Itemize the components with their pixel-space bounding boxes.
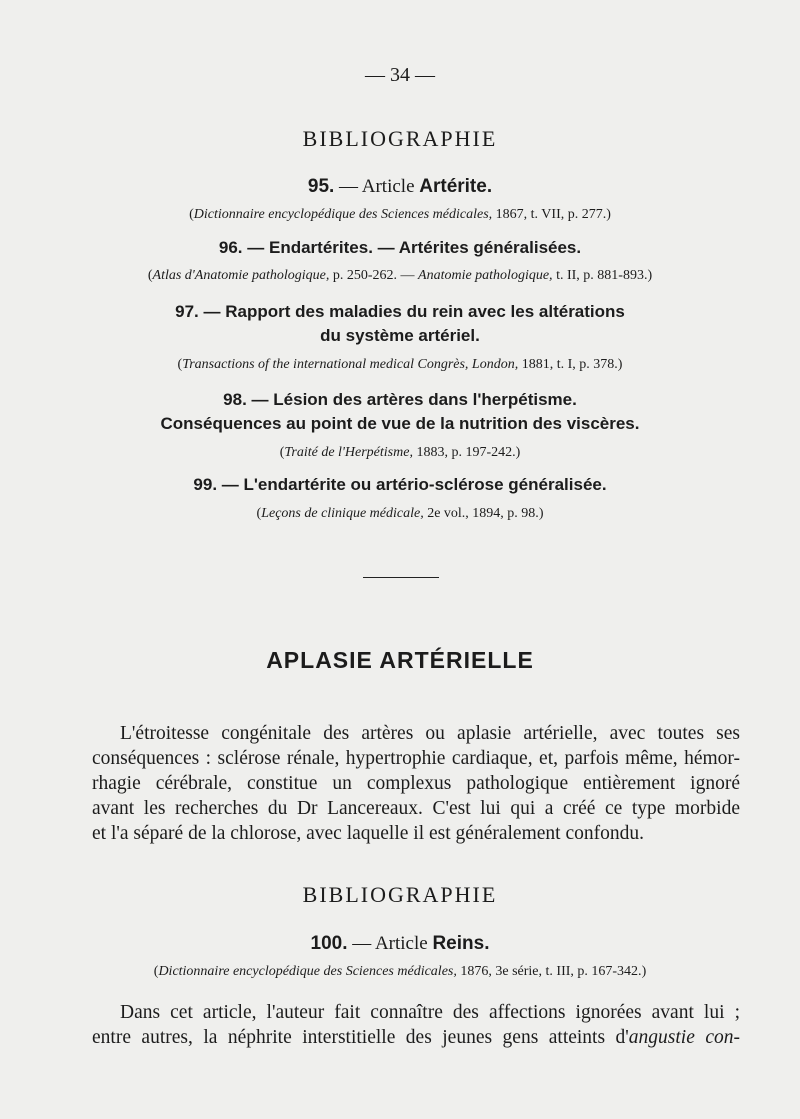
entry-98-citation: (Traité de l'Herpétisme, 1883, p. 197-242.) (279, 445, 521, 460)
paragraph-line: avant les recherches du Dr Lancereaux. C'est lui qui a créé ce type morbide (92, 798, 740, 819)
citation-source: Traité de l'Herpétisme, (284, 445, 413, 460)
entry-100-title (0, 933, 800, 955)
citation-details: 2e vol., 1894, p. 98. (423, 506, 539, 521)
entry-100-citation: (Dictionnaire encyclopédique des Sciences médicales, 1876, 3e série, t. III, p. 167-342.) (153, 964, 647, 979)
entry-number: 99. (193, 475, 218, 494)
citation-details: 1876, 3e série, t. III, p. 167-342. (456, 964, 642, 979)
entry-99-citation: (Leçons de clinique médicale, 2e vol., 1894, p. 98.) (256, 506, 544, 521)
entry-97-citation: (Transactions of the international medical Congrès, London, 1881, t. I, p. 378.) (177, 357, 623, 372)
citation-details: 1883, p. 197-242. (412, 445, 516, 460)
citation-source: Leçons de clinique médicale, (261, 506, 424, 521)
page-number: — 34 — (365, 64, 435, 86)
bibliography-heading-2: BIBLIOGRAPHIE (302, 882, 498, 907)
citation-source: Transactions of the international medical Congrès, London, (182, 357, 519, 372)
paragraph-text: entre autres, la néphrite interstitielle des jeunes gens atteints d' (92, 1027, 629, 1048)
entry-title: — Lésion des artères dans l'herpétisme. (251, 390, 577, 409)
paragraph-line: L'étroitesse congénitale des artères ou aplasie artérielle, avec toutes ses (120, 723, 740, 744)
entry-number: 100. (310, 933, 348, 954)
entry-prefix: — Article (339, 176, 415, 197)
section-heading: APLASIE ARTÉRIELLE (266, 647, 534, 673)
citation-details: 1881, t. I, p. 378. (518, 357, 618, 372)
paragraph-line: Dans cet article, l'auteur fait connaître des affections ignorées avant lui ; (120, 1002, 740, 1023)
section-divider (363, 577, 439, 578)
paragraph-line (92, 1025, 740, 1050)
paragraph-line: conséquences : sclérose rénale, hypertrophie cardiaque, et, parfois même, hémor- (92, 748, 740, 769)
citation-source-2: Anatomie pathologique, (418, 268, 553, 283)
entry-98-title (0, 390, 800, 410)
entry-title: Reins. (432, 933, 490, 954)
citation-middle: p. 250-262. — (329, 268, 419, 283)
entry-title: — L'endartérite ou artério-sclérose généralisée. (221, 475, 607, 494)
paragraph-line: et l'a séparé de la chlorose, avec laquelle il est généralement confondu. (92, 823, 644, 844)
citation-details: 1867, t. VII, p. 277. (492, 207, 607, 222)
entry-97-title (0, 302, 800, 322)
entry-title: Artérite. (419, 176, 493, 197)
entry-title: — Endartérites. — Artérites généralisées. (247, 238, 582, 257)
entry-97-title-cont: du système artériel. (320, 326, 480, 345)
section-paragraph (92, 721, 740, 846)
entry-96-title (0, 238, 800, 258)
entry-99-title (0, 475, 800, 495)
entry-number: 95. (307, 176, 335, 197)
citation-details: t. II, p. 881-893. (552, 268, 648, 283)
entry-prefix: — Article (352, 933, 428, 954)
entry-98-title-cont: Conséquences au point de vue de la nutrition des viscères. (160, 414, 640, 433)
citation-source: Dictionnaire encyclopédique des Sciences médicales, (158, 964, 457, 979)
paragraph-line: rhagie cérébrale, constitue un complexus pathologique entièrement ignoré (92, 773, 740, 794)
closing-paragraph (92, 1000, 740, 1050)
entry-number: 98. (223, 390, 247, 409)
bibliography-heading: BIBLIOGRAPHIE (302, 126, 498, 151)
citation-source: Dictionnaire encyclopédique des Sciences médicales, (193, 207, 493, 222)
citation-source: Atlas d'Anatomie pathologique, (152, 268, 330, 283)
entry-title: — Rapport des maladies du rein avec les altérations (203, 302, 625, 321)
paragraph-italic: angustie con- (628, 1027, 740, 1048)
entry-number: 97. (175, 302, 199, 321)
entry-96-citation: (Atlas d'Anatomie pathologique, p. 250-262. — Anatomie pathologique, t. II, p. 881-893.) (147, 268, 653, 283)
entry-number: 96. (218, 238, 243, 257)
entry-95-citation: (Dictionnaire encyclopédique des Sciences médicales, 1867, t. VII, p. 277.) (189, 207, 611, 222)
entry-95-title (0, 176, 800, 198)
